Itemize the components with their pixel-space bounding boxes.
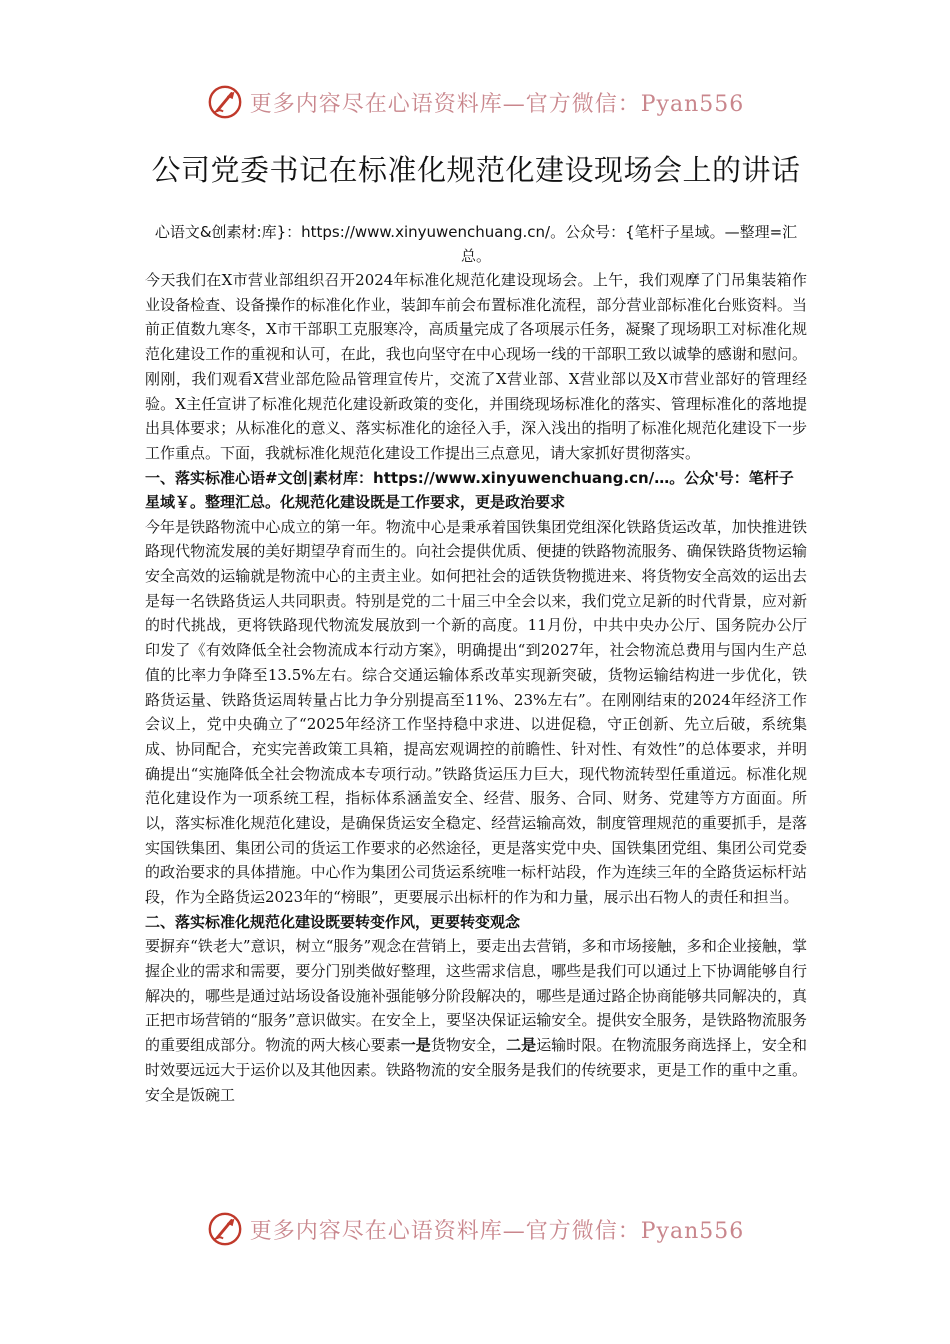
section-heading-1: 一、落实标准心语#文创|素材库：https://www.xinyuwenchuang.cn/…。公众'号：笔杆子星域￥。整理汇总。化规范化建设既是工作要求，更是政治要求 xyxy=(145,468,794,512)
banner-text: 更多内容尽在心语资料库—官方微信：Pyan556 xyxy=(249,91,745,117)
section-2-text-a: 要摒弃“铁老大”意识，树立“服务”观念在营销上，要走出去营销，多和市场接触，多和企业接触，掌握企业的需求和需要，要分门别类做好整理，这些需求信息，哪些是我们可以通过上下协调能够自行解决的，哪些是通过站场设备设施补强能够分阶段解决的，哪些是通过路企协商能够共同解决的，真正把市场营销的“服务”意识做实。在安全上，要坚决保证运输安全。提供安全服务，是铁路物流服务的重要组成部分。物流的两大核心要素 xyxy=(145,937,807,1055)
intro-paragraph: 今天我们在X市营业部组织召开2024年标准化规范化建设现场会。上午，我们观摩了门吊集装箱作业设备检查、设备操作的标准化作业，装卸车前会布置标准化流程，部分营业部标准化台账资料。当前正值数九寒冬，X市干部职工克服寒冷，高质量完成了各项展示任务，凝聚了现场职工对标准化规范化建设工作的重视和认可，在此，我也向坚守在中心现场一线的干部职工致以诚挚的感谢和慰问。刚刚，我们观看X营业部危险品管理宣传片，交流了X营业部、X营业部以及X市营业部好的管理经验。X主任宣讲了标准化规范化建设新政策的变化，并围绕现场标准化的落实、管理标准化的落地提出具体要求；从标准化的意义、落实标准化的途径入手，深入浅出的指明了标准化规范化建设下一步工作重点。下面，我就标准化规范化建设工作提出三点意见，请大家抓好贯彻落实。 xyxy=(145,271,807,462)
section-2-text-c: 货物安全， xyxy=(430,1036,507,1055)
banner-text: 更多内容尽在心语资料库—官方微信：Pyan556 xyxy=(249,1218,745,1244)
section-2-text-d: 运输时限。在物流服务商选择上，安全和时效要远远大于运价以及其他因素。铁路物流的安全服务是我们的传统要求，更是工作的重中之重。安全是饭碗工 xyxy=(145,1036,807,1104)
emphasis-first: 一是 xyxy=(400,1036,431,1055)
section-2-paragraph xyxy=(145,934,807,1107)
pen-logo-icon xyxy=(206,1210,244,1248)
footer-banner xyxy=(0,1207,950,1251)
header-banner xyxy=(0,80,950,124)
section-1-paragraph: 今年是铁路物流中心成立的第一年。物流中心是秉承着国铁集团党组深化铁路货运改革，加快推进铁路现代物流发展的美好期望孕育而生的。向社会提供优质、便捷的铁路物流服务、确保铁路货物运输安全高效的运输就是物流中心的主责主业。如何把社会的适铁货物揽进来、将货物安全高效的运出去是每一名铁路货运人共同职责。特别是党的二十届三中全会以来，我们党立足新的时代背景，应对新的时代挑战，更将铁路现代物流发展放到一个新的高度。11月份，中共中央办公厅、国务院办公厅印发了《有效降低全社会物流成本行动方案》，明确提出“到2027年，社会物流总费用与国内生产总值的比率力争降至13.5%左右。综合交通运输体系改革实现新突破，货物运输结构进一步优化，铁路货运量、铁路货运周转量占比力争分别提高至11%、23%左右”。在刚刚结束的2024年经济工作会议上，党中央确立了“2025年经济工作坚持稳中求进、以进促稳，守正创新、先立后破，系统集成、协同配合，充实完善政策工具箱，提高宏观调控的前瞻性、针对性、有效性”的总体要求，并明确提出“实施降低全社会物流成本专项行动。”铁路货运压力巨大，现代物流转型任重道远。标准化规范化建设作为一项系统工程，指标体系涵盖安全、经营、服务、合同、财务、党建等方方面面。所以，落实标准化规范化建设，是确保货运安全稳定、经营运输高效，制度管理规范的重要抓手，是落实国铁集团、集团公司的货运工作要求的必然途径，更是落实党中央、国铁集团党组、集团公司党委的政治要求的具体措施。中心作为集团公司货运系统唯一标杆站段，作为连续三年的全路货运标杆站段，作为全路货运2023年的“榜眼”，更要展示出标杆的作为和力量，展示出石物人的责任和担当。 xyxy=(145,517,807,907)
section-heading-2: 二、落实标准化规范化建设既要转变作风，更要转变观念 xyxy=(145,912,521,931)
document-title: 公司党委书记在标准化规范化建设现场会上的讲话 xyxy=(151,153,801,187)
document-body xyxy=(145,150,807,1107)
source-note: 心语文&创素材:库}：https://www.xinyuwenchuang.cn/。公众号：{笔杆子星域。—整理=汇总。 xyxy=(154,223,798,265)
emphasis-second: 二是 xyxy=(506,1036,537,1055)
pen-logo-icon xyxy=(206,83,244,121)
